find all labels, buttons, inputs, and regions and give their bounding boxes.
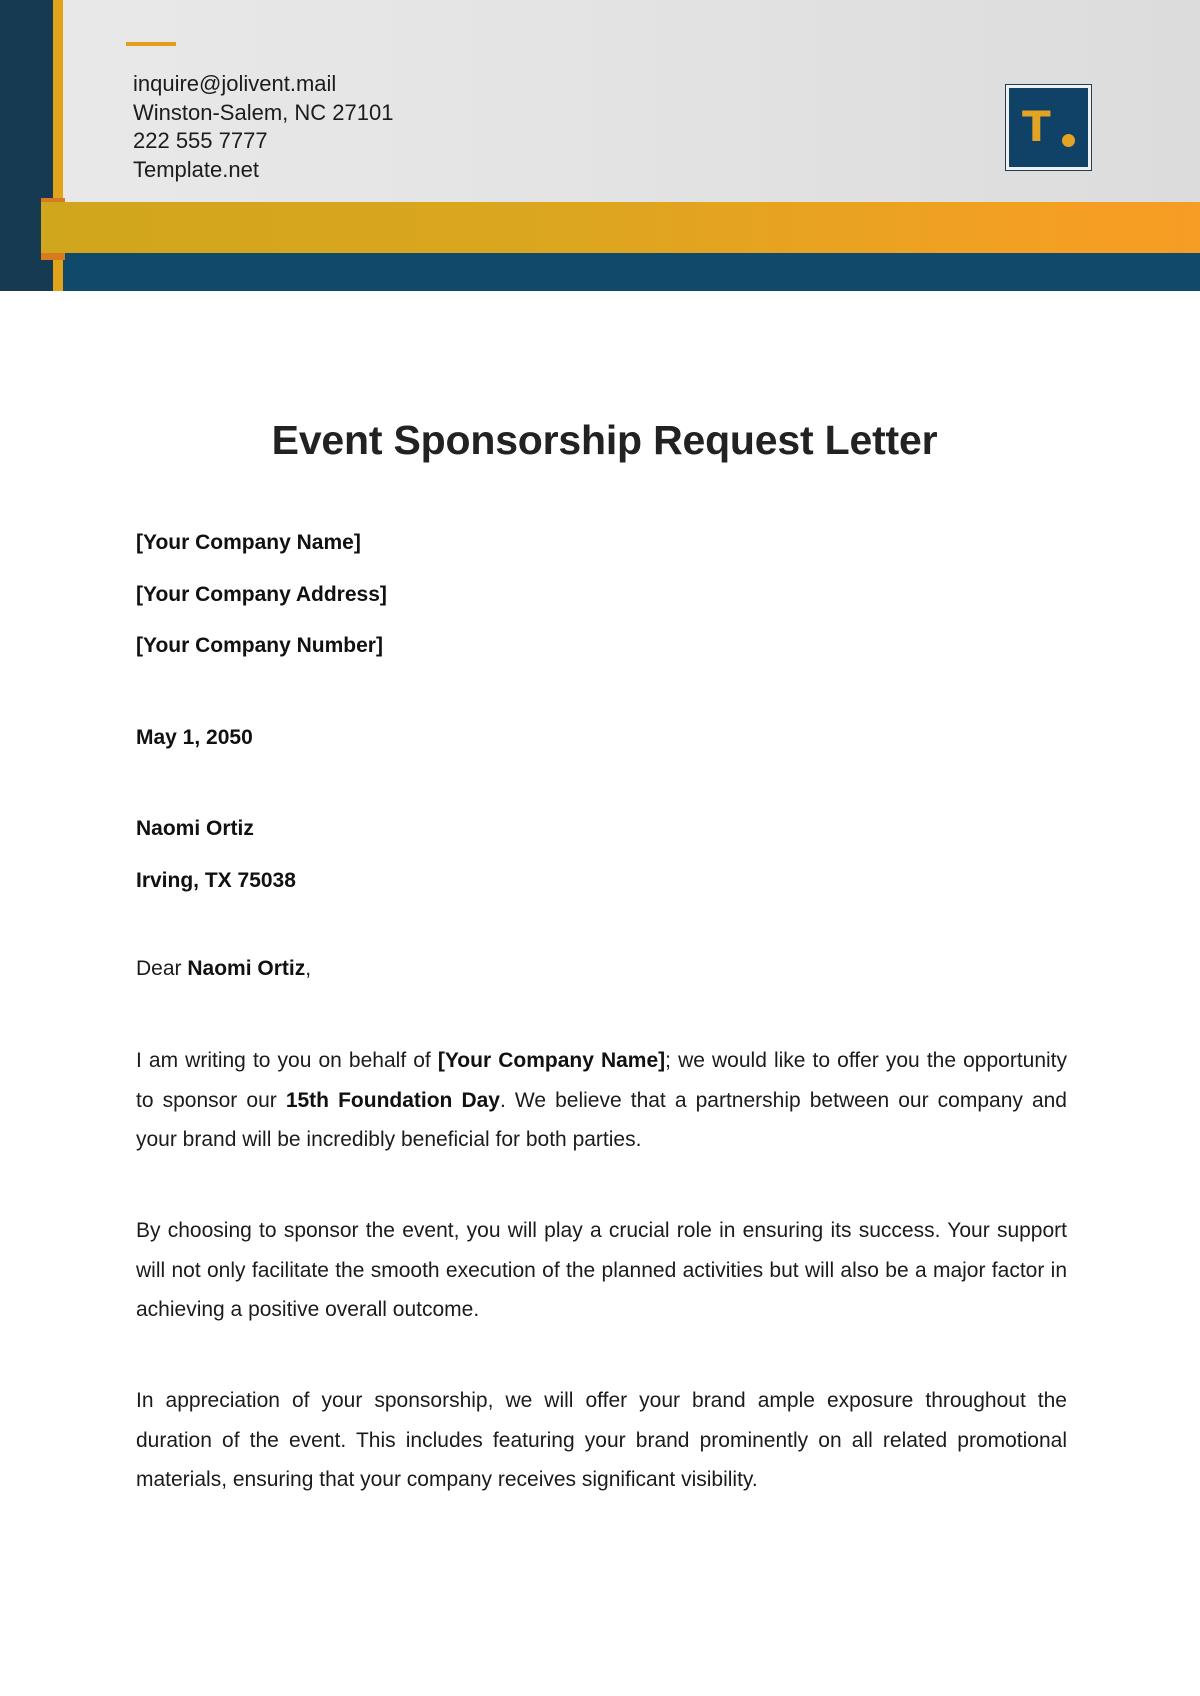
p1-bold-event: 15th Foundation Day [285, 1088, 500, 1112]
contact-email: inquire@jolivent.mail [133, 71, 337, 96]
salutation-suffix: , [305, 957, 312, 980]
company-logo [1005, 84, 1092, 171]
contact-info [133, 70, 393, 184]
paragraph-2: By choosing to sponsor the event, you will play a crucial role in ensuring its success. Your support will not only facilitate the smooth execution of the planned activities but will also be a major factor in achieving a positive overall outcome. [136, 1219, 1067, 1321]
logo-letter: T [1022, 102, 1051, 151]
accent-dash [126, 42, 176, 46]
sender-company-address: [Your Company Address] [136, 582, 387, 606]
salutation-name: Naomi Ortiz [187, 957, 306, 980]
recipient-name: Naomi Ortiz [136, 817, 254, 840]
p1-text-a: I am writing to you on behalf of [136, 1049, 438, 1072]
letter-date: May 1, 2050 [136, 726, 253, 749]
contact-phone: 222 555 7777 [133, 128, 268, 153]
contact-address: Winston-Salem, NC 27101 [133, 99, 394, 125]
salutation-prefix: Dear [136, 957, 188, 980]
p1-bold-company: [Your Company Name] [437, 1049, 666, 1072]
p1-text-c: . We believe that a partnership between our company and your brand will be incredibly beneficial for both parties. [136, 1088, 1067, 1151]
salutation [136, 956, 311, 982]
date-block [136, 725, 253, 777]
p1-text-b: ; we would like to offer you the opportunity to sponsor our [136, 1049, 1068, 1112]
document-title: Event Sponsorship Request Letter [271, 417, 938, 463]
logo-background [1009, 88, 1088, 167]
recipient-location: Irving, TX 75038 [136, 868, 296, 892]
contact-website: Template.net [133, 156, 259, 182]
sender-company-number: [Your Company Number] [136, 634, 383, 657]
header-gold-band [41, 202, 1200, 253]
paragraph-3: In appreciation of your sponsorship, we will offer your brand ample exposure throughout the duration of the event. This includes featuring your brand prominently on all related promotional materials, ensuring that your company receives significant visibility. [136, 1389, 1067, 1491]
paragraph-1 [136, 1041, 1067, 1160]
logo-dot-icon [1062, 134, 1075, 147]
letterhead [0, 0, 1200, 291]
sender-block [136, 530, 387, 685]
sender-company-name: [Your Company Name] [136, 531, 361, 554]
header-blue-band [63, 253, 1200, 291]
recipient-block [136, 816, 296, 919]
